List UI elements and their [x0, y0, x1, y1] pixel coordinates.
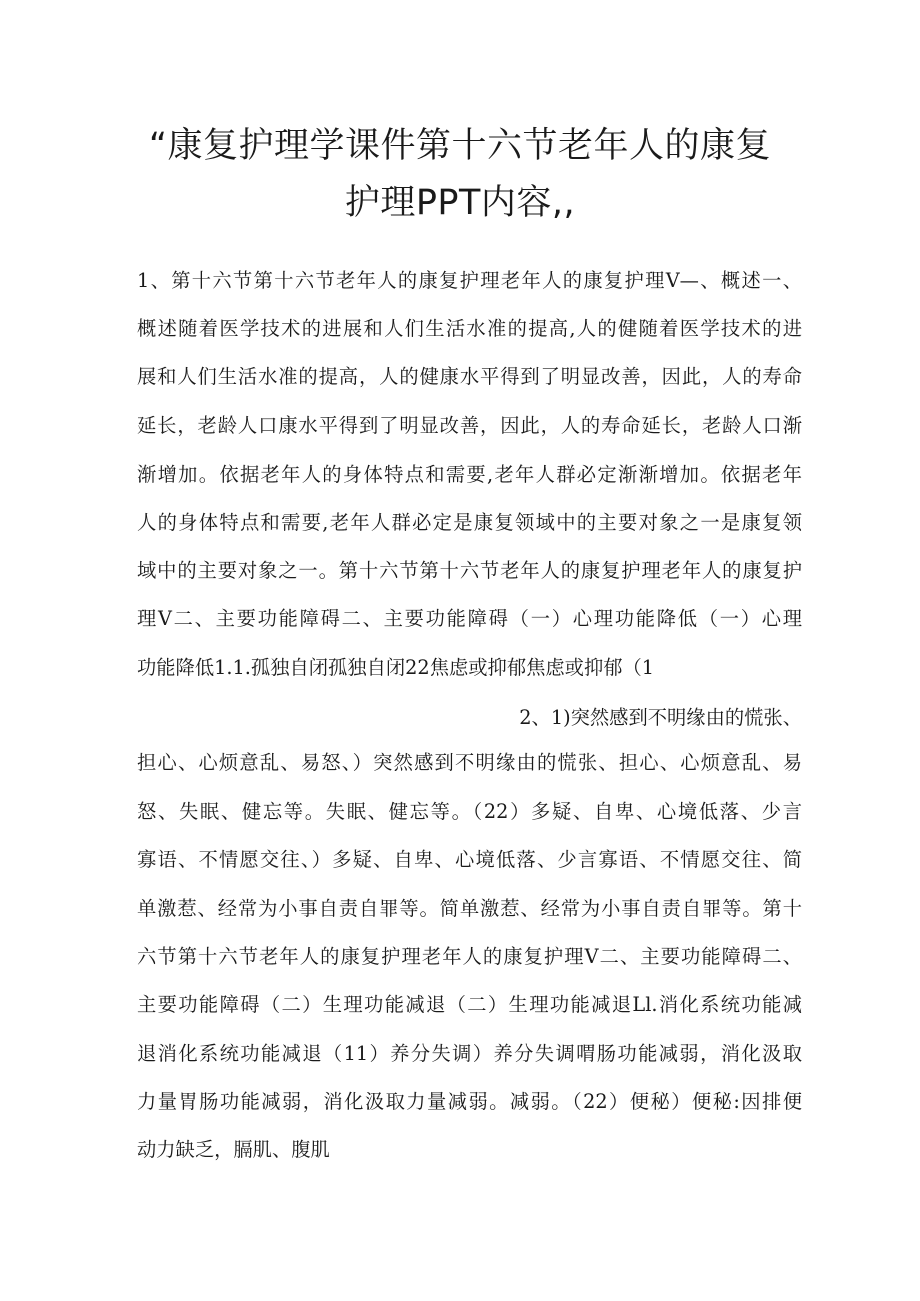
- body-line-5: 渐增加。依据老年人的身体特点和需要,老年人群必定渐渐增加。依据老年: [137, 463, 802, 486]
- document-title-line-1: “康复护理学课件第十六节老年人的康复: [148, 126, 772, 166]
- body-line-4: 延长，老龄人口康水平得到了明显改善，因此，人的寿命延长，老龄人口渐: [137, 414, 802, 437]
- body-line-9: 功能降低1.1.孤独自闭孤独自闭22焦虑或抑郁焦虑或抑郁（1: [137, 656, 655, 679]
- document-title-line-2: 护理PPT内容,,: [344, 183, 576, 223]
- body-line-2: 概述随着医学技术的进展和人们生活水准的提高,人的健随着医学技术的进: [137, 317, 802, 340]
- body-line-11: 担心、心烦意乱、易怒、）突然感到不明缘由的慌张、担心、心烦意乱、易: [137, 751, 802, 774]
- body-line-18: 力量胃肠功能减弱，消化汲取力量减弱。减弱。（22）便秘）便秘:因排便: [137, 1090, 802, 1113]
- body-line-16: 主要功能障碍（二）生理功能减退（二）生理功能减退Ll.消化系统功能减: [137, 993, 802, 1016]
- body-line-3: 展和人们生活水准的提高，人的健康水平得到了明显改善，因此，人的寿命: [137, 365, 802, 388]
- body-line-12: 怒、失眠、健忘等。失眠、健忘等。（22）多疑、自卑、心境低落、少言: [137, 800, 802, 823]
- body-line-13: 寡语、不情愿交往、）多疑、自卑、心境低落、少言寡语、不情愿交往、简: [137, 848, 802, 871]
- body-line-14: 单激惹、经常为小事自责自罪等。简单激惹、经常为小事自责自罪等。第十: [137, 897, 802, 920]
- body-line-10: 2、1)突然感到不明缘由的慌张、: [519, 706, 802, 729]
- body-line-7: 域中的主要对象之一。第十六节第十六节老年人的康复护理老年人的康复护: [137, 559, 802, 582]
- body-line-15: 六节第十六节老年人的康复护理老年人的康复护理V二、主要功能障碍二、: [137, 945, 802, 968]
- body-line-17: 退消化系统功能减退（11）养分失调）养分失调喟肠功能减弱，消化汲取: [137, 1042, 802, 1065]
- body-line-6: 人的身体特点和需要,老年人群必定是康复领域中的主要对象之一是康复领: [137, 511, 802, 534]
- body-line-8: 理V二、主要功能障碍二、主要功能障碍（一）心理功能降低（一）心理: [137, 607, 802, 630]
- body-line-19: 动力缺乏，膈肌、腹肌: [137, 1138, 330, 1161]
- body-line-1: 1、第十六节第十六节老年人的康复护理老年人的康复护理V—、概述一、: [137, 269, 802, 292]
